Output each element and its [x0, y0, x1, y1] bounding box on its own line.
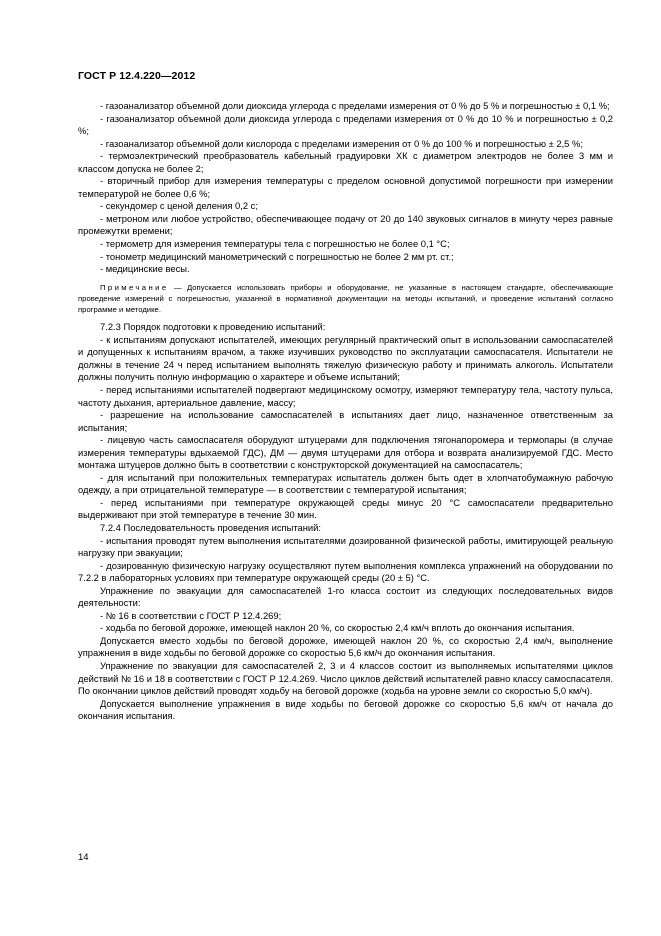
document-body	[78, 100, 613, 723]
section-723-item: - лицевую часть самоспасателя оборудуют штуцерами для подключения тягонапоромера и термопары (в случае измерения температуры вдыхаемой ГДС), ДМ — двумя штуцерами для отбора и возврата анализируемой ГДС. Место монтажа штуцеров должно быть в соответствии с конструкторской документацией на самоспасатель;	[78, 434, 613, 471]
section-724-item: - дозированную физическую нагрузку осуществляют путем выполнения комплекса упражнений на оборудовании по 7.2.2 в лабораторных условиях при температуре окружающей среды (20 ± 5) °С.	[78, 559, 613, 584]
section-723-item: - перед испытаниями при температуре окружающей среды минус 20 °С самоспасатели предварительно выдерживают при этой температуре в течение 30 мин.	[78, 496, 613, 521]
page-number: 14	[78, 852, 89, 863]
section-723-item: - перед испытаниями испытателей подвергают медицинскому осмотру, измеряют температуру тела, частоту пульса, частоту дыхания, артериальное давление, массу;	[78, 384, 613, 408]
document-header: ГОСТ Р 12.4.220—2012	[78, 70, 196, 82]
equipment-item: - метроном или любое устройство, обеспечивающее подачу от 20 до 140 звуковых сигналов в минуту через равные промежутки времени;	[78, 212, 613, 237]
section-724-item: - № 16 в соответствии с ГОСТ Р 12.4.269;	[100, 609, 282, 621]
equipment-item: - вторичный прибор для измерения температуры с пределом основной допустимой погрешности при измерении температурой не более 0,6 %;	[78, 175, 613, 199]
note-label: Примечание	[100, 282, 169, 292]
section-724-item: - испытания проводят путем выполнения испытателями дозированной физической работы, имитирующей реальную нагрузку при эвакуации;	[78, 534, 613, 559]
section-724-heading: 7.2.4 Последовательность проведения испытаний:	[100, 522, 322, 534]
equipment-item: - медицинские весы.	[100, 263, 190, 275]
equipment-item: - газоанализатор объемной доли кислорода с пределами измерения от 0 % до 100 % и погрешностью ± 2,5 %;	[100, 137, 583, 149]
note-text: — Допускается использовать приборы и оборудование, не указанные в настоящем стандарте, обеспечивающие проведение измерений с погрешностью, указанной в нормативной документации на методы испытаний, и проведение испытаний согласно программе и методике.	[78, 282, 613, 315]
section-724-paragraph: Упражнение по эвакуации для самоспасателей 1-го класса состоит из следующих последовательных видов деятельности:	[78, 584, 613, 609]
equipment-item: - тонометр медицинский манометрический с погрешностью не более 2 мм рт. ст.;	[100, 250, 454, 262]
equipment-item: - термоэлектрический преобразователь кабельный градуировки ХК с диаметром электродов не более 3 мм и классом допуска не более 2;	[78, 150, 613, 174]
section-724-item: - ходьба по беговой дорожке, имеющей наклон 20 %, со скоростью 2,4 км/ч вплоть до окончания испытания.	[100, 622, 575, 634]
note-paragraph	[78, 282, 613, 316]
section-724-paragraph: Допускается вместо ходьбы по беговой дорожке, имеющей наклон 20 %, со скоростью 2,4 км/ч, выполнение упражнения в виде ходьбы по беговой дорожке со скоростью 5,6 км/ч до окончания испытания.	[78, 634, 613, 659]
section-723-item: - к испытаниям допускают испытателей, имеющих регулярный практический опыт в использовании самоспасателей и допущенных к испытаниям врачом, а также изучивших руководство по эксплуатации самоспасателя. Испытатели не должны в течение 24 ч перед испытанием выполнять тяжелую физическую работу и принимать алкоголь. Испытатели должны получить полную информацию о характере и объеме испытаний;	[78, 333, 613, 383]
section-724-paragraph: Упражнение по эвакуации для самоспасателей 2, 3 и 4 классов состоит из выполняемых испытателями циклов действий № 16 и 18 в соответствии с ГОСТ Р 12.4.269. Число циклов действий испытателей равно классу самоспасателя. По окончании циклов действий проводят ходьбу на беговой дорожке (ходьба на уровне земли со скоростью 5,0 км/ч).	[78, 660, 613, 697]
equipment-item: - термометр для измерения температуры тела с погрешностью не более 0,1 °С;	[100, 238, 450, 250]
section-724-paragraph: Допускается выполнение упражнения в виде ходьбы по беговой дорожке со скоростью 5,6 км/ч от начала до окончания испытания.	[78, 697, 613, 722]
equipment-item: - газоанализатор объемной доли диоксида углерода с пределами измерения от 0 % до 10 % и погрешностью ± 0,2 %;	[78, 112, 613, 137]
equipment-item: - секундомер с ценой деления 0,2 с;	[100, 200, 258, 212]
section-723-item: - для испытаний при положительных температурах испытатель должен быть одет в хлопчатобумажную рабочую одежду, а при отрицательной температуре — в соответствии с температурой испытания;	[78, 471, 613, 496]
section-723-heading: 7.2.3 Порядок подготовки к проведению испытаний:	[100, 321, 326, 333]
section-723-item: - разрешение на использование самоспасателей в испытаниях дает лицо, назначенное ответственным за испытания;	[78, 409, 613, 433]
equipment-item: - газоанализатор объемной доли диоксида углерода с пределами измерения от 0 % до 5 % и погрешностью ± 0,1 %;	[100, 100, 610, 111]
